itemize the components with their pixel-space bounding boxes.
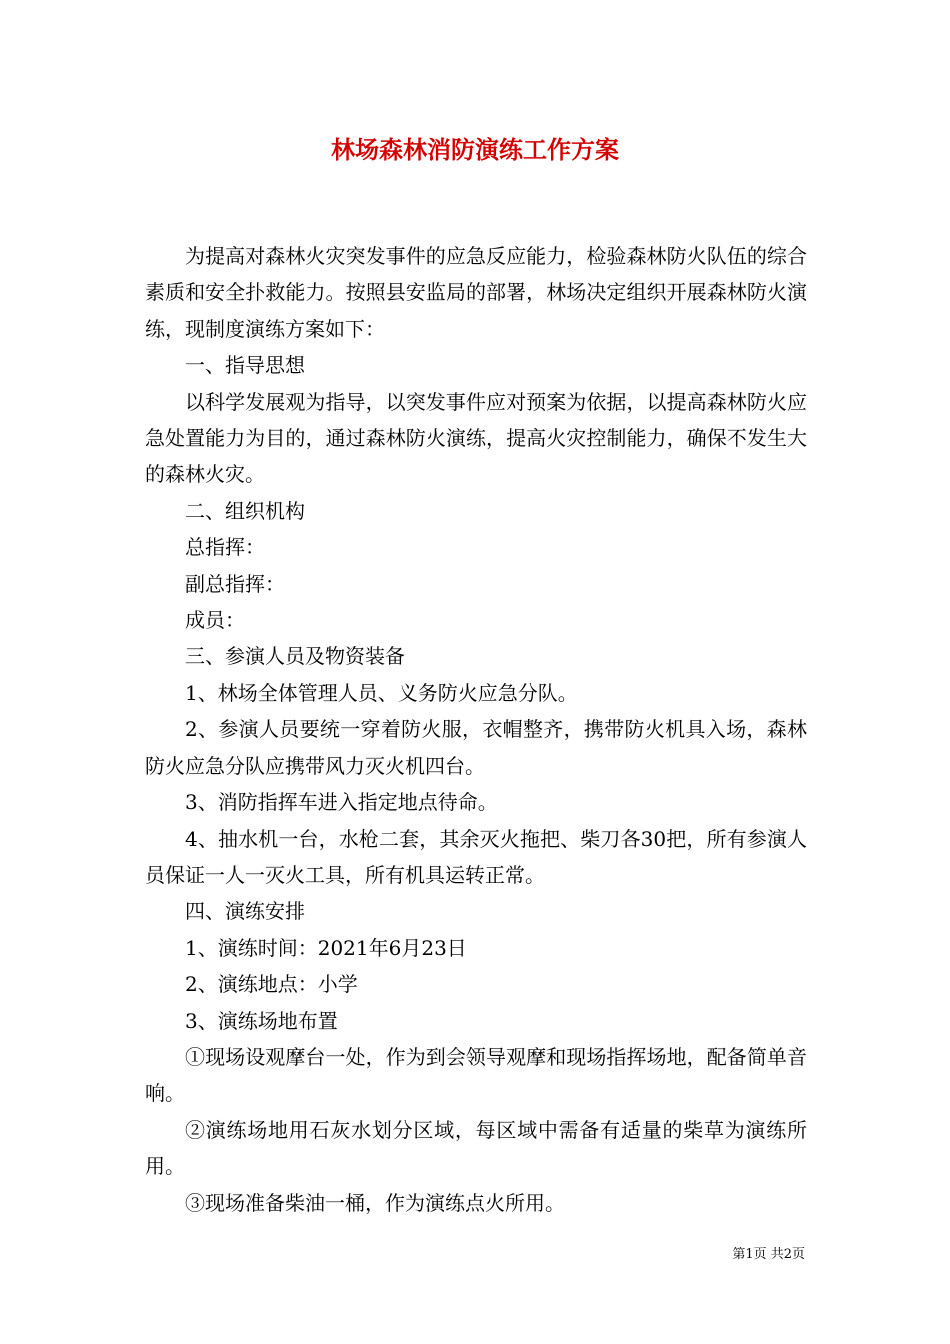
section-heading-drill-arrangement: 四、演练安排: [185, 899, 305, 924]
list-item-personnel-1: 1、林场全体管理人员、义务防火应急分队。: [185, 680, 578, 705]
list-item-site-layout-1: ①现场设观摩台一处，作为到会领导观摩和现场指挥场地，配备简单音响。: [145, 1044, 807, 1106]
line-commander: 总指挥：: [185, 535, 265, 560]
line-deputy-commander: 副总指挥：: [185, 571, 285, 596]
page-number-footer: 第1页 共2页: [732, 1247, 805, 1262]
list-item-drill-location: 2、演练地点：小学: [185, 972, 358, 997]
document-body: [145, 238, 807, 1221]
list-item-drill-time: 1、演练时间：2021年6月23日: [185, 935, 467, 960]
list-item-personnel-3: 3、消防指挥车进入指定地点待命。: [185, 790, 498, 815]
list-item-site-layout: 3、演练场地布置: [185, 1008, 338, 1033]
section-heading-guiding-ideology: 一、指导思想: [185, 353, 305, 378]
list-item-site-layout-2: ②演练场地用石灰水划分区域，每区域中需备有适量的柴草为演练所用。: [145, 1117, 807, 1179]
list-item-personnel-2: 2、参演人员要统一穿着防火服，衣帽整齐，携带防火机具入场，森林防火应急分队应携带风力灭火机四台。: [145, 717, 807, 778]
paragraph-guiding-ideology: 以科学发展观为指导，以突发事件应对预案为依据，以提高森林防火应急处置能力为目的，通过森林防火演练，提高火灾控制能力，确保不发生大的森林火灾。: [145, 389, 807, 487]
section-heading-organization: 二、组织机构: [185, 498, 305, 523]
document-title: 林场森林消防演练工作方案: [331, 135, 619, 164]
list-item-site-layout-3: ③现场准备柴油一桶，作为演练点火所用。: [185, 1190, 565, 1215]
section-heading-personnel-equipment: 三、参演人员及物资装备: [185, 644, 405, 669]
paragraph-intro: 为提高对森林火灾突发事件的应急反应能力，检验森林防火队伍的综合素质和安全扑救能力。按照县安监局的部署，林场决定组织开展森林防火演练，现制度演练方案如下：: [145, 244, 807, 341]
list-item-personnel-4: 4、抽水机一台，水枪二套，其余灭火拖把、柴刀各30把，所有参演人员保证一人一灭火工具，所有机具运转正常。: [145, 826, 807, 887]
line-members: 成员：: [185, 608, 245, 633]
